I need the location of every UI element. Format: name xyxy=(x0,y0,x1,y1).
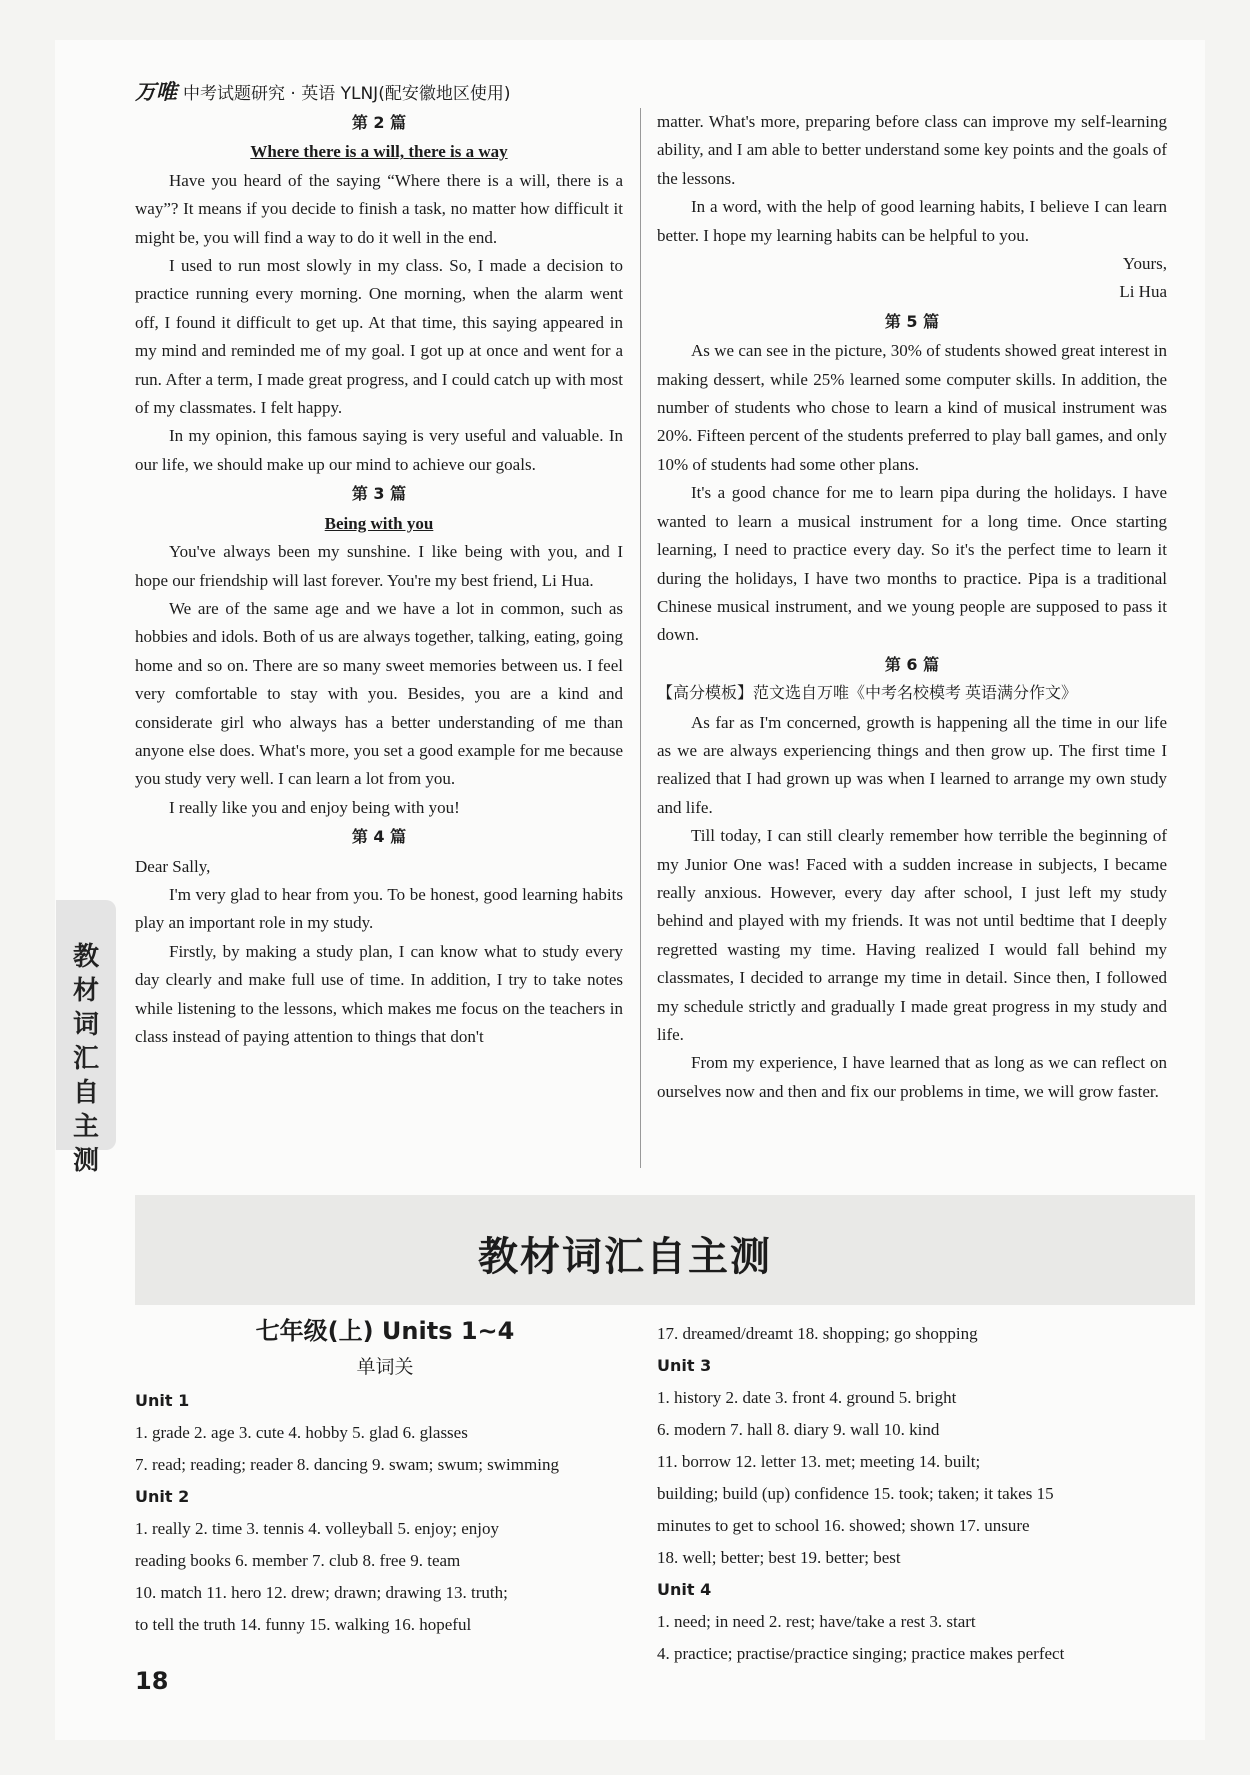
answer-line: 4. practice; practise/practice singing; practice makes perfect xyxy=(657,1644,1065,1663)
paragraph: I'm very glad to hear from you. To be honest, good learning habits play an important role in my study. xyxy=(135,884,623,933)
paragraph: We are of the same age and we have a lot in common, such as hobbies and idols. Both of us are always together, talking, eating, going home and so on. There are so many sweet memories between us. I feel very comfortable to stay with you. Besides, you are a kind and considerate girl who always has a better understanding of me than anyone else does. What's more, you set a good example for me because you study very well. I can learn a lot from you. xyxy=(135,598,623,789)
answer-line: 17. dreamed/dreamt 18. shopping; go shopping xyxy=(657,1324,978,1343)
salutation: Dear Sally, xyxy=(135,856,211,876)
answer-line: 1. grade 2. age 3. cute 4. hobby 5. glad 6. glasses xyxy=(135,1423,468,1442)
grade-title: 七年级(上) Units 1~4 xyxy=(255,1317,515,1345)
section-title: 教材词汇自主测 xyxy=(478,1233,772,1280)
paragraph: I used to run most slowly in my class. So, I made a decision to practice running every morning. One morning, when the alarm went off, I found it difficult to get up. At that time, this saying appeared in my mind and reminded me of my goal. I got up at once and went for a run. After a term, I made great progress, and I could catch up with most of my classmates. I felt happy. xyxy=(135,256,623,418)
answer-line: 6. modern 7. hall 8. diary 9. wall 10. kind xyxy=(657,1420,940,1439)
letter-signature: Li Hua xyxy=(1119,282,1167,302)
vocab-right-column xyxy=(657,1318,1177,1670)
paragraph: Till today, I can still clearly remember how terrible the beginning of my Junior One was! Faced with a sudden increase in subjects, I became really anxious. However, every day after school, I just left my study behind and played with my friends. It was not until bedtime that I deeply regretted wasting my time. Having realized I would fall behind my classmates, I decided to arrange my time in detail. Since then, I followed my schedule strictly and gradually I made great progress in my study and life. xyxy=(657,826,1167,1044)
side-tab-label: 教材词汇自主测 xyxy=(72,942,99,1176)
paragraph: matter. What's more, preparing before class can improve my self-learning ability, and I am able to better understand some key points and the goals of the lessons. xyxy=(657,112,1167,188)
section-heading: 第 6 篇 xyxy=(884,654,940,674)
paragraph: I really like you and enjoy being with you! xyxy=(169,797,460,817)
paragraph: You've always been my sunshine. I like being with you, and I hope our friendship will last forever. You're my best friend, Li Hua. xyxy=(135,542,623,590)
paragraph: In my opinion, this famous saying is very useful and valuable. In our life, we should make up our mind to achieve our goals. xyxy=(135,426,623,474)
paragraph: Have you heard of the saying “Where there is a will, there is a way”? It means if you decide to finish a task, no matter how difficult it might be, you will find a way to do it well in the end. xyxy=(135,170,623,247)
answer-line: 18. well; better; best 19. better; best xyxy=(657,1548,901,1567)
vocab-section: 单词关 xyxy=(356,1356,414,1378)
answer-line: 1. really 2. time 3. tennis 4. volleyball 5. enjoy; enjoy xyxy=(135,1519,500,1538)
left-column xyxy=(135,108,623,1051)
page-number: 18 xyxy=(135,1667,169,1695)
section-heading: 第 4 篇 xyxy=(351,827,407,847)
right-column xyxy=(657,108,1167,1106)
answer-line: building; build (up) confidence 15. took; taken; it takes 15 xyxy=(657,1484,1054,1503)
vocab-left-column xyxy=(135,1315,635,1641)
answer-line: 1. need; in need 2. rest; have/take a rest 3. start xyxy=(657,1612,976,1631)
answer-line: minutes to get to school 16. showed; shown 17. unsure xyxy=(657,1516,1030,1535)
running-header xyxy=(135,76,510,106)
template-note: 【高分模板】范文选自万唯《中考名校模考 英语满分作文》 xyxy=(657,685,1078,703)
column-divider xyxy=(640,108,641,1168)
answer-line: to tell the truth 14. funny 15. walking 16. hopeful xyxy=(135,1615,472,1634)
paragraph: It's a good chance for me to learn pipa during the holidays. I have wanted to learn a musical instrument for a long time. Once starting learning, I need to practice every day. So it's the perfect time to learn it during the holidays, I have two months to practice. Pipa is a traditional Chinese musical instrument, and we young people are supposed to pass it down. xyxy=(657,483,1167,645)
unit-heading: Unit 3 xyxy=(657,1356,712,1375)
paragraph: As we can see in the picture, 30% of students showed great interest in making dessert, while 25% learned some computer skills. In addition, the number of students who chose to learn a kind of musical instrument was 20%. Fifteen percent of the students preferred to play ball games, and only 10% of students had some other plans. xyxy=(657,341,1167,474)
brand-logo: 万唯 xyxy=(135,80,177,104)
letter-closing: Yours, xyxy=(1122,254,1167,274)
header-title: 中考试题研究 · 英语 YLNJ(配安徽地区使用) xyxy=(183,84,511,104)
unit-heading: Unit 4 xyxy=(657,1580,712,1599)
paragraph: Firstly, by making a study plan, I can know what to study every day clearly and make full use of time. In addition, I try to take notes while listening to the lessons, which makes me focus on the teachers in class instead of paying attention to things that don't xyxy=(135,941,623,1046)
answer-line: 11. borrow 12. letter 13. met; meeting 14. built; xyxy=(657,1452,981,1471)
section-heading: 第 3 篇 xyxy=(351,484,407,504)
answer-line: 1. history 2. date 3. front 4. ground 5. bright xyxy=(657,1388,957,1407)
section-heading: 第 2 篇 xyxy=(351,113,407,132)
side-tab xyxy=(56,900,116,1176)
answer-line: 10. match 11. hero 12. drew; drawn; drawing 13. truth; xyxy=(135,1583,508,1602)
essay-title: Where there is a will, there is a way xyxy=(250,142,508,162)
paragraph: From my experience, I have learned that as long as we can reflect on ourselves now and then and fix our problems in time, we will grow faster. xyxy=(657,1053,1167,1101)
answer-line: reading books 6. member 7. club 8. free 9. team xyxy=(135,1551,461,1570)
unit-heading: Unit 1 xyxy=(135,1391,190,1410)
unit-heading: Unit 2 xyxy=(135,1487,190,1506)
answer-line: 7. read; reading; reader 8. dancing 9. swam; swum; swimming xyxy=(135,1455,559,1474)
essay-title: Being with you xyxy=(324,513,434,533)
paragraph: In a word, with the help of good learning habits, I believe I can learn better. I hope my learning habits can be helpful to you. xyxy=(657,197,1167,245)
section-heading: 第 5 篇 xyxy=(884,311,940,331)
paragraph: As far as I'm concerned, growth is happening all the time in our life as we are always experiencing things and then grow up. The first time I realized that I had grown up was when I learned to arrange my own study and life. xyxy=(657,712,1167,817)
